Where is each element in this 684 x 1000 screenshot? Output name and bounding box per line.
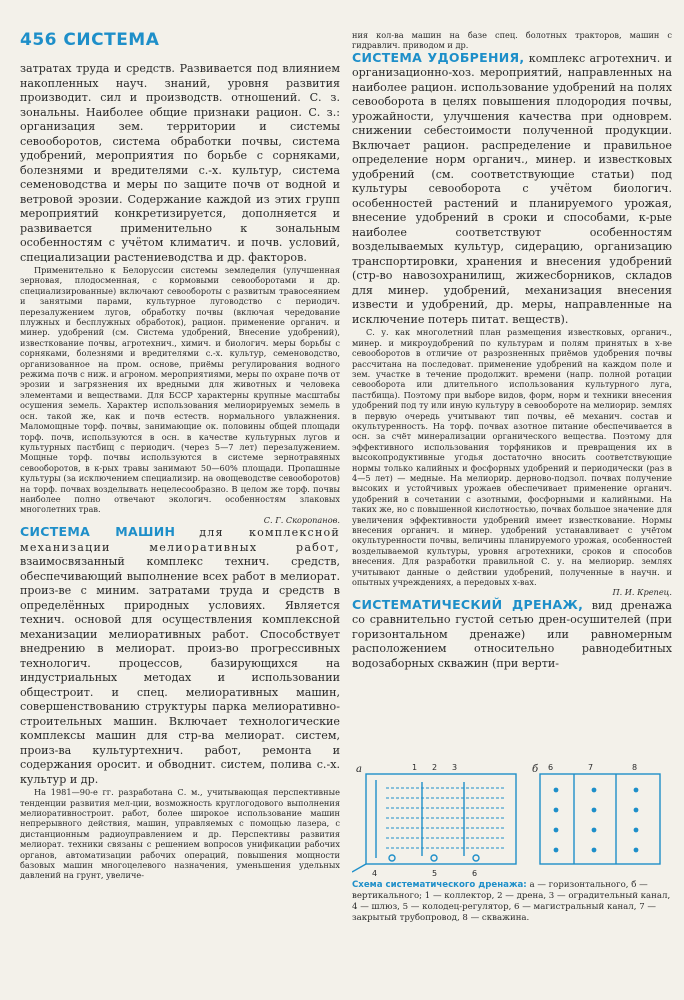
left-paragraph-1: затратах труда и средств. Развивается под влиянием накопленных науч. знаний, уровня развития производит. сил и производств. отношений. С. з. зональны. Наиболее общие признаки рацион. С. з.: организация зем. территории и системы севооборотов, система обработки почвы, система удобрений, мероприятия по борьбе с сорняками, болезнями и вредителями с.-х. культур, система семеноводства и меры по защите почв от водной и ветровой эрозии. Содержание каждой из этих групп мероприятий конкретизируется, дополняется и развивается применительно к зональным особенностям с учётом климатич. и почв. условий, специализации растениеводства и др. факторов.: [20, 62, 340, 264]
author-skoropanov: С. Г. Скоропанов.: [263, 514, 340, 525]
vertical-drainage-diagram: [532, 763, 660, 864]
num-4: 4: [372, 869, 378, 878]
drainage-figure: [352, 760, 672, 880]
right-paragraph-plan: [352, 327, 672, 598]
main-canal-a: [352, 864, 366, 872]
num-5: 5: [432, 869, 438, 878]
article-body: вид дренажа со сравнительно густой сетью дрен-осушителей (при горизонтальном дренаже) или равномерным расположением относительно равнодебитных водозаборных скважин (при верти-: [352, 598, 673, 670]
num-3: 3: [452, 763, 458, 772]
wells-group: [554, 788, 639, 853]
num-1: 1: [412, 763, 418, 772]
article-sistema-udobreniya: [352, 51, 672, 328]
regulator-well: [431, 855, 437, 861]
term-drenazh: СИСТЕМАТИЧЕСКИЙ ДРЕНАЖ,: [352, 596, 584, 612]
regulator-well: [389, 855, 395, 861]
article-sistema-mashin: [20, 525, 340, 787]
term-sistema-mashin: СИСТЕМА МАШИН: [20, 524, 176, 540]
num-2: 2: [432, 763, 438, 772]
term-sistema-udobreniya: СИСТЕМА УДОБРЕНИЯ,: [352, 49, 525, 65]
article-sistematicheskiy-drenazh: [352, 598, 672, 672]
num-8: 8: [632, 763, 638, 772]
left-paragraph-plans: На 1981—90-е гг. разработана С. м., учитывающая перспективные тенденции развития мел-ции, возможность круглогодового выполнения мелиоративностроит. работ, более широкое использование машин непрерывного действия, машин, управляемых с помощью лазера, с дистанционным радиоуправлением и др. Перспективы развития мелиорат. техники связаны с решением вопросов унификации рабочих органов, автоматизации рабочих операций, повышения мощности базовых машин многоцелевого назначения, уменьшения удельных давлений на грунт, увеличе-: [20, 787, 340, 881]
num-7: 7: [588, 763, 594, 772]
section-title: СИСТЕМА: [63, 30, 160, 50]
page-number: 456: [20, 30, 57, 50]
page-header: [20, 30, 159, 50]
article-body: взаимосвязанный комплекс технич. средств, обеспечивающий выполнение всех работ в мелиорат. произ-ве с миним. затратами труда и средств в определённых природных условиях. Является технич. основой для осуществления комплексной механизации мелиоративных работ. Способствует внедрению в мелиорат. произ-во прогрессивных технологич. процессов, базирующихся на индустриальных методах и использовании общестроит. и спец. мелиоративных машин, совершенствованию структуры парка мелиоративно-строительных машин. Включает технологические комплексы машин для стр-ва мелиорат. систем, произ-ва культуртехнич. работ, ремонта и содержания оросит. и обводнит. систем, полива с.-х. культур и др.: [20, 555, 340, 786]
label-b: б: [532, 764, 539, 775]
left-paragraph-belarus: [20, 265, 340, 525]
article-body: комплекс агротехнич. и организационно-хоз. мероприятий, направленных на наиболее рацион. использование удобрений на полях севооборота в целях повышения плодородия почвы, урожайности, улучшения качества при одноврем. снижении себестоимости полученной продукции. Включает рацион. распределение и правильное определение норм органич., минер. и известковых удобрений (см. соответствующие статьи) под культуры севооборота с учётом биологич. особенностей растений и планируемого урожая, внесение удобрений в сроки и способами, к-рые наиболее соответствуют особенностям возделываемых культур, сидерацию, организацию транспортировки, хранения и внесения удобрений (стр-во навозохранилищ, жижесборников, складов для минер. удобрений, механизация внесения извести и удобрений, др. меры, направленные на исключение потерь питат. веществ).: [352, 51, 672, 326]
left-column: [20, 62, 340, 881]
author-krepets: П. И. Крепец.: [612, 587, 672, 598]
figure-caption: [352, 880, 672, 924]
drains-group: [386, 788, 506, 848]
caption-lead: Схема систематического дренажа:: [352, 880, 527, 890]
num-6: 6: [472, 869, 478, 878]
num-6-b: 6: [548, 763, 554, 772]
term-lead: для комплексной механизации мелиоративных работ,: [20, 526, 341, 554]
horizontal-drainage-diagram: [352, 763, 516, 878]
continuation-text: ния кол-ва машин на базе спец. болотных тракторов, машин с гидравлич. приводом и др.: [352, 30, 672, 51]
label-a: а: [356, 764, 362, 775]
belarus-text: Применительно к Белоруссии системы земледелия (улучшенная зерновая, плодосменная, с кормовыми севооборотами и др. специализированные) включают севообороты с развитым травосеянием и занятыми парами, культурное луговодство с периодич. перезалужением лугов, обработку почвы (включая чередование плужных и бесплужных обработок), рацион. применение органич. и минер. удобрений (см. Система удобрений, Внесение удобрений), известкование почвы, агротехнич., химич. и биологич. меры борьбы с сорняками, болезнями и вредителями с.-х. культур, семеноводство, организованное на пром. основе, приёмы регулирования водного режима почв с ниж. и агроном. мероприятиями, меры по охране почв от эрозии и загрязнения их вредными для животных и человека элементами и веществами. Для БССР характерны крупные масштабы осушения земель. Характер использования мелиорируемых земель в осн. такой же, как и почв естеств. нормального увлажнения. Маломощные торф. почвы, занимающие ок. половины общей площади торф. почв, используются в осн. в качестве культурных лугов и культурных пастбищ с периодич. (через 5—7 лет) перезалужением. Мощные торф. почвы используются в системе зернотравяных севооборотов, в к-рых травы занимают 50—60% площади. Пропашные культуры (за исключением специализир. на овощеводстве севооборотов) на торф. почвах возделывать нецелесообразно. В целом же торф. почвы наиболее полно отвечают экологич. особенностям злаковых многолетних трав.: [20, 265, 340, 515]
plan-text: С. у. как многолетний план размещения известковых, органич., минер. и микроудобрений по культурам и полям принятых в х-ве севооборотов в отличие от разрозненных приёмов удобрения почвы рассчитана на последоват. применение удобрений на каждом поле и зем. участке в течение продолжит. времени (напр. полной ротации севооборота или длительного использования культурного луга, пастбища). Поэтому при выборе видов, форм, норм и техники внесения удобрений под ту или иную культуру в севообороте на мелиорир. землях в первую очередь учитывают тип почвы, её механич. состав и окультуренность. На торф. почвах азотное питание обеспечивается в осн. за счёт минерализации органического вещества. Поэтому для эффективного использования торфяников и превращения их в высокопродуктивные угодья достаточно вносить соответствующие нормы только калийных и фосфорных удобрений и периодически (раз в 4—5 лет) — медные. На мелиорир. дерново-подзол. почвах получение высоких и устойчивых урожаев обеспечивает применение органич. удобрений в сочетании с азотными, фосфорными и калийными. На таких же, но с повышенной кислотностью, почвах большое значение для увеличения эффективности удобрений имеет известкование. Нормы внесения органич. и минер. удобрений устанавливает с учётом окультуренности почвы, величины планируемого урожая, особенностей возделываемой культуры, уровня агротехники, сроков и способов внесения. Для разработки правильной С. у. на мелиорир. землях учитывают данные о действии удобрений, полученные в научн. и опытных учреждениях, а передовых х-вах.: [352, 327, 672, 588]
caption-body: а — горизонтального, б — вертикального; 1 — коллектор, 2 — дрена, 3 — оградительный канал, 4 — шлюз, 5 — колодец-регулятор, 6 — магистральный канал, 7 — закрытый трубопровод, 8 — скважина.: [352, 880, 671, 923]
right-column: [352, 30, 672, 671]
regulator-well: [473, 855, 479, 861]
